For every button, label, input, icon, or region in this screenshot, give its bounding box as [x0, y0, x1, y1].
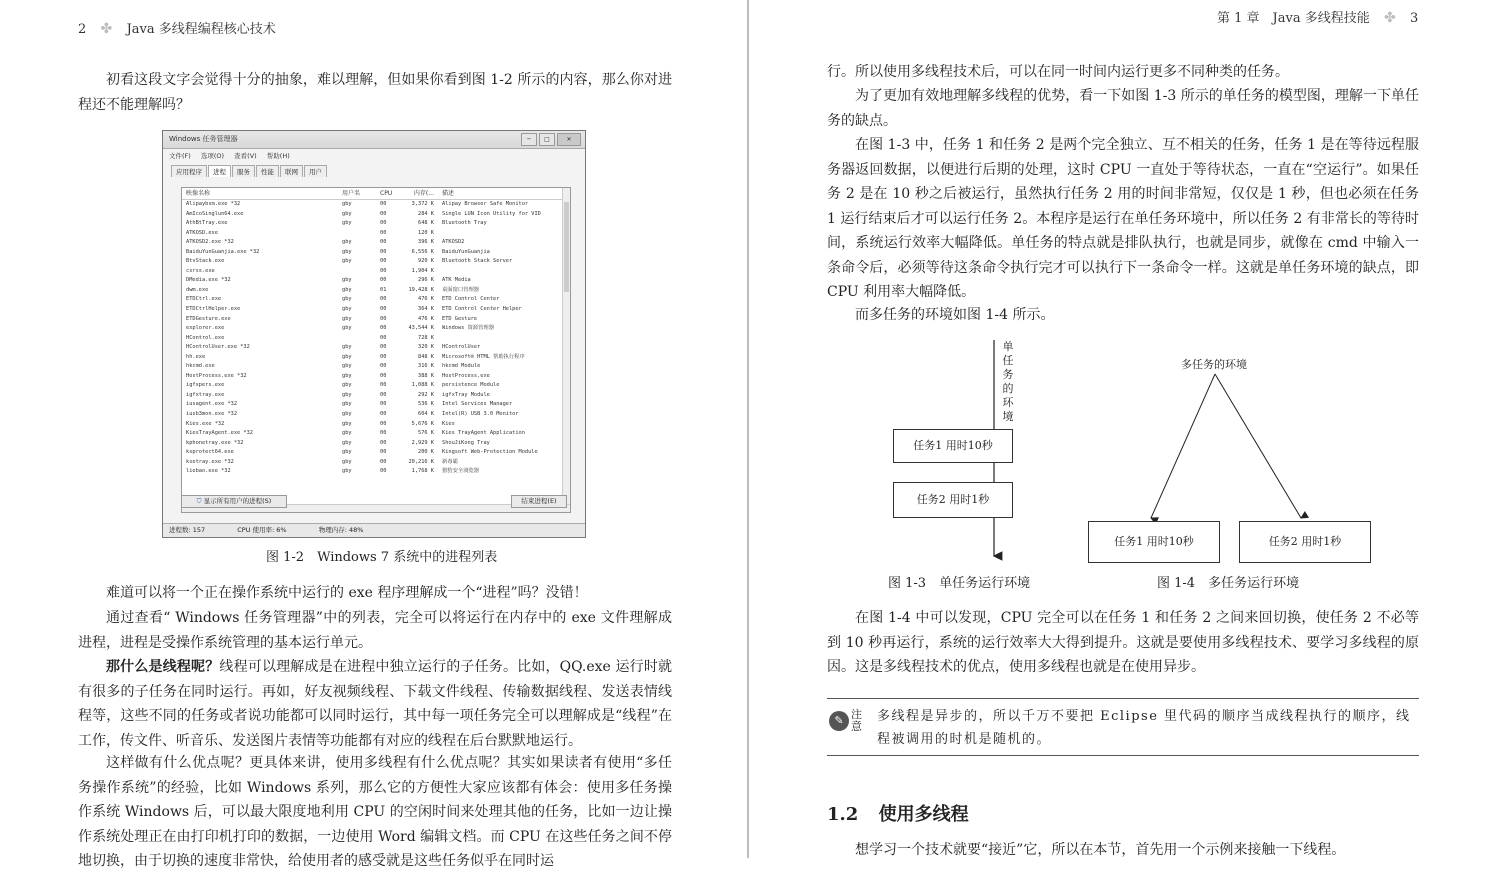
- row-user: gby: [342, 363, 352, 370]
- row-image-name: hh.exe: [186, 353, 206, 360]
- row-cpu: 00: [380, 334, 387, 341]
- left-para-2: 难道可以将一个正在操作系统中运行的 exe 程序理解成一个“进程”吗？没错！: [106, 585, 588, 601]
- process-table: [181, 187, 571, 513]
- row-memory: 316 K: [418, 363, 434, 370]
- row-description: Kies: [442, 420, 455, 427]
- fig4-title: 多任务的环境: [1181, 358, 1247, 371]
- table-row[interactable]: [182, 420, 570, 430]
- row-image-name: ksprotect64.exe: [186, 449, 234, 456]
- row-description: Windows 资源管理器: [442, 325, 494, 332]
- row-image-name: AthBtTray.exe: [186, 220, 228, 227]
- row-user: gby: [342, 344, 352, 351]
- row-cpu: 00: [380, 458, 387, 465]
- col-description[interactable]: 描述: [442, 190, 455, 197]
- table-header: [182, 188, 570, 200]
- window-title-bar: [163, 131, 585, 149]
- row-cpu: 00: [380, 420, 387, 427]
- row-image-name: HostProcess.exe *32: [186, 372, 247, 379]
- row-user: gby: [342, 306, 352, 313]
- figure-1-2-caption: 图 1-2 Windows 7 系统中的进程列表: [266, 550, 498, 565]
- status-processes: 进程数: 157: [169, 526, 206, 534]
- row-cpu: 00: [380, 401, 387, 408]
- table-row[interactable]: [182, 372, 570, 382]
- row-image-name: iusagent.exe *32: [186, 401, 238, 408]
- row-cpu: 00: [380, 363, 387, 370]
- menu-view[interactable]: 查看(V): [234, 152, 257, 160]
- fig3-task1-box: 任务1 用时10秒: [893, 429, 1013, 463]
- fig4-task1-box: 任务1 用时10秒: [1088, 521, 1220, 563]
- row-memory: 6,556 K: [411, 248, 434, 255]
- row-cpu: 00: [380, 325, 387, 332]
- left-para-4: [78, 655, 672, 753]
- table-row[interactable]: [182, 334, 570, 344]
- row-description: ETD Gesture: [442, 315, 478, 322]
- row-description: Kies TrayAgent Application: [442, 430, 525, 437]
- row-user: gby: [342, 401, 352, 408]
- row-memory: 648 K: [418, 220, 434, 227]
- figure-1-3-caption: 图 1-3 单任务运行环境: [888, 576, 1031, 591]
- right-para-3: 在图 1-3 中，任务 1 和任务 2 是两个完全独立、互不相关的任务，任务 1 是在等待远程服务器返回数据，以便进行后期的处理，这时 CPU 一直处于等待状态，一直在“空运行”。如果任务 2 是在 10 秒之后被运行，虽然执行任务 2 用的时间非常短，仅仅是 1 秒，但也必须在任务 1 运行结束后才可以运行任务 2。本程序是运行在单任务环境中，所以任务 2 有非常长的等待时间，系统运行效率大幅降低。单任务的特点就是排队执行，也就是同步，就像在 cmd 中输入一条命令后，必须等待这条命令执行完才可以执行下一条命令一样。这就是单任务环境的缺点，即 CPU 利用率大幅降低。: [827, 137, 1419, 300]
- table-row[interactable]: [182, 238, 570, 248]
- right-para-2: 为了更加有效地理解多线程的优势，看一下如图 1-3 所示的单任务的模型图，理解一下单任务的缺点。: [827, 88, 1419, 129]
- row-description: HostProcess.exe: [442, 372, 490, 379]
- right-para-4: 而多任务的环境如图 1-4 所示。: [855, 307, 1055, 323]
- figure-1-4-caption: 图 1-4 多任务运行环境: [1157, 576, 1300, 591]
- row-image-name: AmIcoSinglun64.exe: [186, 210, 244, 217]
- row-memory: 1,904 K: [411, 267, 434, 274]
- row-description: igfxTray Module: [442, 391, 490, 398]
- chapter-title: 第 1 章 Java 多线程技能: [1217, 11, 1370, 26]
- row-user: gby: [342, 296, 352, 303]
- row-memory: 3,372 K: [411, 201, 434, 207]
- row-user: gby: [342, 391, 352, 398]
- row-user: gby: [342, 449, 352, 456]
- tab-strip: [171, 165, 328, 177]
- row-cpu: 00: [380, 210, 387, 217]
- row-user: gby: [342, 430, 352, 437]
- row-image-name: HControlUser.exe *32: [186, 344, 250, 351]
- row-description: ATKOSD2: [442, 239, 465, 246]
- row-cpu: 00: [380, 220, 387, 227]
- menu-help[interactable]: 帮助(H): [266, 152, 290, 160]
- row-memory: 284 K: [418, 210, 434, 217]
- row-cpu: 00: [380, 248, 387, 255]
- row-memory: 200 K: [418, 449, 434, 456]
- scroll-thumb[interactable]: [564, 202, 569, 292]
- process-rows: [182, 200, 570, 477]
- row-image-name: ksetray.exe *32: [186, 458, 234, 465]
- row-memory: 920 K: [418, 258, 434, 265]
- row-user: gby: [342, 201, 352, 207]
- row-cpu: 00: [380, 296, 387, 303]
- row-description: ETD Control Center Helper: [442, 306, 522, 313]
- row-image-name: ATKOSD2.exe *32: [186, 239, 234, 246]
- row-description: Kingsoft Web-Protection Module: [442, 449, 538, 456]
- row-description: 桌面窗口管理器: [442, 286, 480, 293]
- row-cpu: 00: [380, 306, 387, 313]
- left-book-title: Java 多线程编程核心技术: [126, 22, 276, 37]
- table-row[interactable]: [182, 257, 570, 267]
- table-row[interactable]: [182, 448, 570, 458]
- row-cpu: 00: [380, 449, 387, 456]
- arrow-to-task1: [1151, 374, 1215, 518]
- row-user: gby: [342, 372, 352, 379]
- row-user: gby: [342, 220, 352, 227]
- row-description: HControlUser: [442, 344, 481, 351]
- show-all-users-button[interactable]: [181, 495, 287, 508]
- tab-services[interactable]: 服务: [232, 165, 255, 177]
- table-row[interactable]: [182, 353, 570, 363]
- row-description: Bluetooth Tray: [442, 220, 487, 227]
- note-label: 注意: [851, 708, 862, 733]
- ornament-icon: ✤: [1384, 10, 1396, 26]
- end-process-button[interactable]: 结束进程(E): [511, 495, 567, 508]
- row-memory: 296 K: [418, 277, 434, 284]
- row-cpu: 00: [380, 411, 387, 418]
- row-memory: 396 K: [418, 239, 434, 246]
- row-description: Intel Services Manager: [442, 401, 513, 408]
- task-manager-screenshot: [162, 130, 586, 538]
- fig3-task2-box: 任务2 用时1秒: [893, 482, 1013, 518]
- table-row[interactable]: [182, 248, 570, 258]
- row-description: Alipay Browser Safe Monitor: [442, 201, 529, 207]
- row-memory: 848 K: [418, 353, 434, 360]
- row-user: gby: [342, 468, 352, 475]
- row-cpu: 00: [380, 439, 387, 446]
- row-image-name: DMedia.exe *32: [186, 277, 231, 284]
- row-cpu: 00: [380, 229, 387, 236]
- col-user[interactable]: 用户名: [342, 190, 361, 197]
- row-cpu: 00: [380, 201, 387, 207]
- row-memory: 320 K: [418, 344, 434, 351]
- menu-bar: [163, 149, 585, 162]
- table-row[interactable]: [182, 391, 570, 401]
- row-memory: 292 K: [418, 391, 434, 398]
- row-description: 猎豹安全浏览器: [442, 468, 480, 475]
- row-description: Intel(R) USB 3.0 Monitor: [442, 411, 519, 418]
- row-cpu: 00: [380, 239, 387, 246]
- table-row[interactable]: [182, 458, 570, 468]
- row-image-name: ETDCtrlHelper.exe: [186, 306, 241, 313]
- table-row[interactable]: [182, 295, 570, 305]
- row-description: persistence Module: [442, 382, 500, 389]
- row-memory: 2,929 K: [411, 439, 434, 446]
- window-title: Windows 任务管理器: [169, 135, 238, 143]
- single-task-axis-label: 单任务的环境: [1002, 340, 1014, 423]
- left-para-5: 这样做有什么优点呢？更具体来讲，使用多线程有什么优点呢？其实如果读者有使用“多任务操作系统”的经验，比如 Windows 系列，那么它的方便性大家应该都有体会：使用多任务操作系统 Windows 后，可以最大限度地利用 CPU 的空闲时间来处理其他的任务，比如一边让操作系统处理正在由打印机打印的数据，一边使用 Word 编辑文档。而 CPU 在这些任务之间不停地切换，由于切换的速度非常快，给使用者的感受就是这些任务似乎在同时运: [78, 755, 672, 869]
- row-memory: 364 K: [418, 306, 434, 313]
- row-user: gby: [342, 210, 352, 217]
- row-memory: 388 K: [418, 372, 434, 379]
- row-memory: 120 K: [418, 229, 434, 236]
- left-page: [0, 0, 747, 869]
- row-image-name: iusb3mon.exe *32: [186, 411, 238, 418]
- table-row[interactable]: [182, 429, 570, 439]
- tab-networking[interactable]: 联网: [280, 165, 303, 177]
- row-memory: 536 K: [418, 401, 434, 408]
- tab-users[interactable]: 用户: [304, 165, 327, 177]
- row-image-name: hkcmd.exe: [186, 363, 215, 370]
- row-cpu: 00: [380, 430, 387, 437]
- row-cpu: 00: [380, 372, 387, 379]
- show-all-users-label: 显示所有用户的进程(S): [203, 497, 272, 505]
- table-row[interactable]: [182, 410, 570, 420]
- row-image-name: Kies.exe *32: [186, 420, 225, 427]
- row-user: gby: [342, 439, 352, 446]
- row-memory: 728 K: [418, 334, 434, 341]
- right-para-1: 行。所以使用多线程技术后，可以在同一时间内运行更多不同种类的任务。: [827, 64, 1289, 80]
- row-description: ATK Media: [442, 277, 471, 284]
- section-number: 1.2: [827, 804, 859, 825]
- menu-file[interactable]: 文件(F): [169, 152, 191, 160]
- row-memory: 1,088 K: [411, 382, 434, 389]
- row-image-name: Alipaybsm.exe *32: [186, 201, 241, 207]
- row-image-name: igfxpers.exe: [186, 382, 225, 389]
- left-running-head: [78, 18, 276, 37]
- row-user: gby: [342, 315, 352, 322]
- row-memory: 476 K: [418, 315, 434, 322]
- bold-question: 那什么是线程呢？: [106, 659, 220, 675]
- minimize-icon[interactable]: ─: [521, 133, 537, 146]
- status-bar: [163, 523, 585, 537]
- row-cpu: 00: [380, 353, 387, 360]
- row-user: gby: [342, 325, 352, 332]
- row-image-name: explorer.exe: [186, 325, 225, 332]
- row-user: gby: [342, 277, 352, 284]
- table-row[interactable]: [182, 343, 570, 353]
- row-user: gby: [342, 420, 352, 427]
- close-icon[interactable]: ✕: [557, 133, 581, 146]
- table-row[interactable]: [182, 219, 570, 229]
- row-cpu: 00: [380, 382, 387, 389]
- note-box: [827, 698, 1419, 756]
- table-row[interactable]: [182, 439, 570, 449]
- table-row[interactable]: [182, 305, 570, 315]
- fig4-task2-box: 任务2 用时1秒: [1239, 521, 1371, 563]
- table-row[interactable]: [182, 324, 570, 334]
- row-image-name: csrss.exe: [186, 267, 215, 274]
- table-row[interactable]: [182, 286, 570, 296]
- row-user: gby: [342, 286, 352, 293]
- row-memory: 604 K: [418, 411, 434, 418]
- row-memory: 5,676 K: [411, 420, 434, 427]
- row-user: gby: [342, 239, 352, 246]
- tab-performance[interactable]: 性能: [256, 165, 279, 177]
- row-cpu: 00: [380, 344, 387, 351]
- row-cpu: 00: [380, 315, 387, 322]
- row-cpu: 00: [380, 468, 387, 475]
- tab-applications[interactable]: 应用程序: [171, 165, 207, 177]
- shield-icon: ⛉: [196, 497, 202, 505]
- table-row[interactable]: [182, 267, 570, 277]
- row-user: gby: [342, 458, 352, 465]
- row-image-name: ATKOSD.exe: [186, 229, 218, 236]
- row-image-name: liebao.exe *32: [186, 468, 231, 475]
- row-image-name: kphonetray.exe *32: [186, 439, 244, 446]
- left-para-1: 初看这段文字会觉得十分的抽象，难以理解，但如果你看到图 1-2 所示的内容，那么你对进程还不能理解吗？: [78, 72, 672, 113]
- row-image-name: igfxtray.exe: [186, 391, 225, 398]
- row-description: ShouJiKong Tray: [442, 439, 490, 446]
- row-memory: 1,768 K: [411, 468, 434, 475]
- tab-processes[interactable]: 进程: [208, 165, 231, 177]
- row-user: gby: [342, 248, 352, 255]
- section-title: 使用多线程: [878, 804, 969, 825]
- row-description: BaiduYunGuanjia: [442, 248, 490, 255]
- row-cpu: 00: [380, 267, 387, 274]
- table-row[interactable]: [182, 315, 570, 325]
- row-description: Single LUN Icon Utility for VID: [442, 210, 541, 217]
- row-image-name: ETDCtrl.exe: [186, 296, 222, 303]
- table-row[interactable]: [182, 362, 570, 372]
- col-image-name[interactable]: 映像名称: [186, 190, 211, 197]
- maximize-icon[interactable]: □: [539, 133, 555, 146]
- row-image-name: BaiduYunGuanjia.exe *32: [186, 248, 260, 255]
- col-memory[interactable]: 内存(...: [413, 190, 434, 197]
- para-4-text: 线程可以理解成是在进程中独立运行的子任务。比如，QQ.exe 运行时就有很多的子任务在同时运行。再如，好友视频线程、下载文件线程、传输数据线程、发送表情线程等，这些不同的任务或者说功能都可以同时运行，其中每一项任务完全可以理解成是“线程”在工作，传文件、听音乐、发送图片表情等功能都有对应的线程在后台默默地运行。: [78, 659, 673, 749]
- row-user: gby: [342, 353, 352, 360]
- table-row[interactable]: [182, 381, 570, 391]
- row-memory: 576 K: [418, 430, 434, 437]
- note-icon: ✎: [829, 711, 849, 731]
- left-para-3: 通过查看“ Windows 任务管理器”中的列表，完全可以将运行在内存中的 exe 文件理解成进程，进程是受操作系统管理的基本运行单元。: [78, 610, 672, 651]
- row-memory: 19,428 K: [408, 286, 434, 293]
- menu-options[interactable]: 选项(O): [200, 152, 225, 160]
- ornament-icon: ✤: [100, 21, 113, 37]
- row-cpu: 00: [380, 391, 387, 398]
- section-heading: [827, 800, 969, 826]
- row-user: gby: [342, 411, 352, 418]
- left-page-number: 2: [78, 22, 87, 37]
- right-running-head: [1217, 7, 1418, 26]
- right-para-6: 想学习一个技术就要“接近”它，所以在本节，首先用一个示例来接触一下线程。: [855, 842, 1346, 858]
- arrow-to-task2: [1215, 374, 1301, 518]
- row-memory: 20,216 K: [408, 458, 434, 465]
- row-user: gby: [342, 258, 352, 265]
- status-memory: 物理内存: 48%: [318, 526, 364, 534]
- col-cpu[interactable]: CPU: [380, 190, 393, 197]
- right-page-number: 3: [1410, 11, 1419, 26]
- row-image-name: ETDGesture.exe: [186, 315, 231, 322]
- row-cpu: 00: [380, 277, 387, 284]
- vertical-scrollbar[interactable]: [562, 188, 570, 512]
- table-row[interactable]: [182, 200, 570, 210]
- row-description: ETD Control Center: [442, 296, 500, 303]
- row-cpu: 01: [380, 286, 387, 293]
- row-description: hkcmd Module: [442, 363, 481, 370]
- row-description: 新毒霸: [442, 458, 458, 465]
- row-description: Microsoft® HTML 帮助执行程序: [442, 353, 525, 360]
- table-row[interactable]: [182, 467, 570, 477]
- row-image-name: dwm.exe: [186, 286, 209, 293]
- table-row[interactable]: [182, 400, 570, 410]
- row-image-name: BtvStack.exe: [186, 258, 225, 265]
- table-row[interactable]: [182, 210, 570, 220]
- row-description: Bluetooth Stack Server: [442, 258, 513, 265]
- note-text: 多线程是异步的，所以千万不要把 Eclipse 里代码的顺序当成线程执行的顺序，线程被调用的时机是随机的。: [877, 709, 1411, 747]
- multi-task-arrows: [1129, 370, 1329, 525]
- row-memory: 476 K: [418, 296, 434, 303]
- status-cpu: CPU 使用率: 6%: [237, 526, 287, 534]
- row-user: gby: [342, 382, 352, 389]
- right-para-5: 在图 1-4 中可以发现，CPU 完全可以在任务 1 和任务 2 之间来回切换，使任务 2 不必等到 10 秒再运行，系统的运行效率大大得到提升。这就是要使用多线程技术、要学习多线程的原因。这是多线程技术的优点，使用多线程也就是在使用异步。: [827, 610, 1419, 675]
- row-image-name: KiesTrayAgent.exe *32: [186, 430, 253, 437]
- row-image-name: HControl.exe: [186, 334, 225, 341]
- row-memory: 43,544 K: [408, 325, 434, 332]
- table-row[interactable]: [182, 276, 570, 286]
- table-row[interactable]: [182, 229, 570, 239]
- row-cpu: 00: [380, 258, 387, 265]
